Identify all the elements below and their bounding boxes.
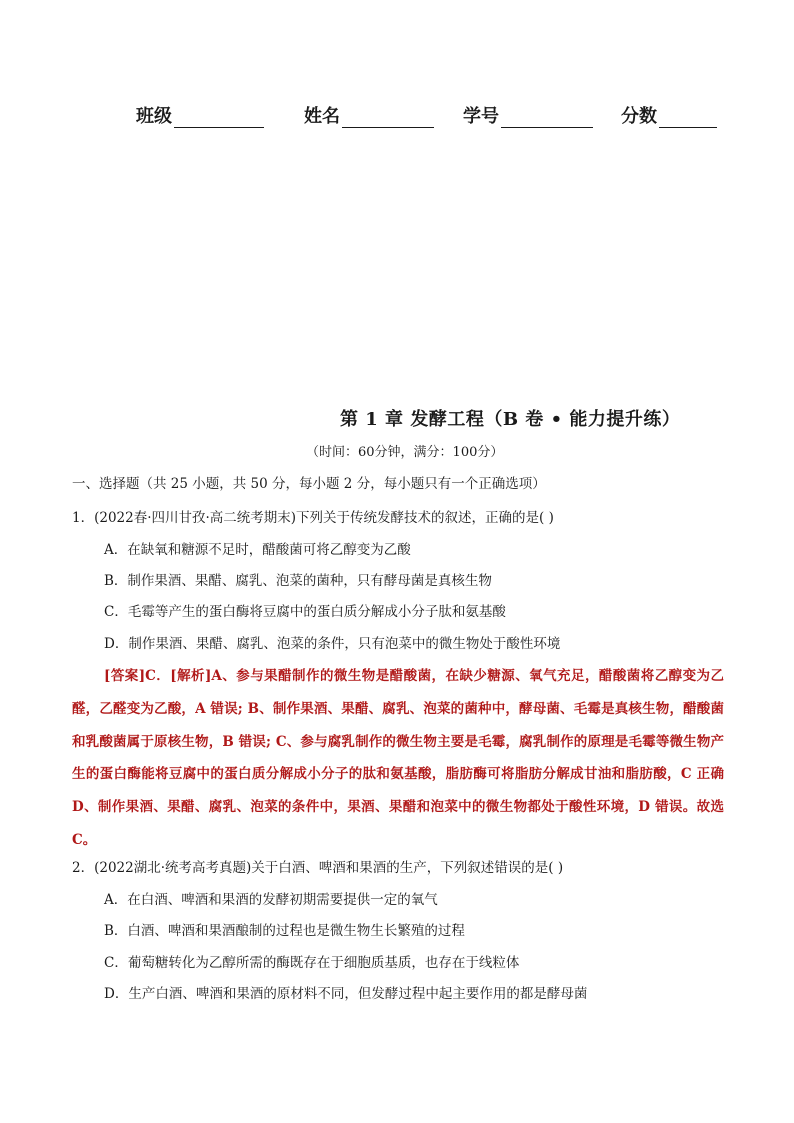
score-field[interactable] [621,102,717,128]
exam-time-score: （时间：60分钟，满分：100分） [306,445,504,460]
student-info-row [136,102,736,132]
chapter-title: 第 1 章 发酵工程（B 卷 • 能力提升练） [340,409,681,430]
name-blank[interactable] [342,107,434,128]
class-blank[interactable] [174,107,264,128]
question-1-option-a[interactable]: A．在缺氧和糖源不足时，醋酸菌可将乙醇变为乙酸 [104,542,411,558]
score-blank[interactable] [659,107,717,128]
question-1-stem: 1．(2022春·四川甘孜·高二统考期末)下列关于传统发酵技术的叙述，正确的是( ) [72,510,554,526]
question-2-option-d[interactable]: D．生产白酒、啤酒和果酒的原材料不同，但发酵过程中起主要作用的都是酵母菌 [104,986,588,1002]
section-heading: 一、选择题（共 25 小题，共 50 分，每小题 2 分，每小题只有一个正确选项） [72,476,546,492]
answer-text: [答案]C．[解析]A、参与果醋制作的微生物是醋酸菌，在缺少糖源、氧气充足，醋酸菌将乙醇变为乙醛，乙醛变为乙酸，A 错误; B、制作果酒、果醋、腐乳、泡菜的菌种中，酵母菌、毛霉是真核生物，醋酸菌和乳酸菌属于原核生物，B 错误; C、参与腐乳制作的微生物主要是毛霉，腐乳制作的原理是毛霉等微生物产生的蛋白酶能将豆腐中的蛋白质分解成小分子的肽和氨基酸，脂肪酶可将脂肪分解成甘油和脂肪酸，C 正确 D、制作果酒、果醋、腐乳、泡菜的条件中，果酒、果醋和泡菜中的微生物都处于酸性环境，D 错误。故选 C。 [72,668,724,848]
question-1-option-b[interactable]: B．制作果酒、果醋、腐乳、泡菜的菌种，只有酵母菌是真核生物 [104,573,492,589]
class-label: 班级 [136,106,172,127]
question-2-option-a[interactable]: A．在白酒、啤酒和果酒的发酵初期需要提供一定的氧气 [104,892,438,908]
question-2-stem: 2．(2022湖北·统考高考真题)关于白酒、啤酒和果酒的生产，下列叙述错误的是( ) [72,860,564,876]
student-id-label: 学号 [463,106,499,127]
student-id-blank[interactable] [501,107,593,128]
question-1-answer-explanation [72,660,724,857]
score-label: 分数 [621,106,657,127]
class-field[interactable] [136,102,264,128]
name-label: 姓名 [304,106,340,127]
question-2-option-b[interactable]: B．白酒、啤酒和果酒酿制的过程也是微生物生长繁殖的过程 [104,923,465,939]
student-id-field[interactable] [463,102,593,128]
question-1-option-d[interactable]: D．制作果酒、果醋、腐乳、泡菜的条件，只有泡菜中的微生物处于酸性环境 [104,636,561,652]
name-field[interactable] [304,102,434,128]
question-2-option-c[interactable]: C．葡萄糖转化为乙醇所需的酶既存在于细胞质基质，也存在于线粒体 [104,955,520,971]
question-1-option-c[interactable]: C．毛霉等产生的蛋白酶将豆腐中的蛋白质分解成小分子肽和氨基酸 [104,604,506,620]
